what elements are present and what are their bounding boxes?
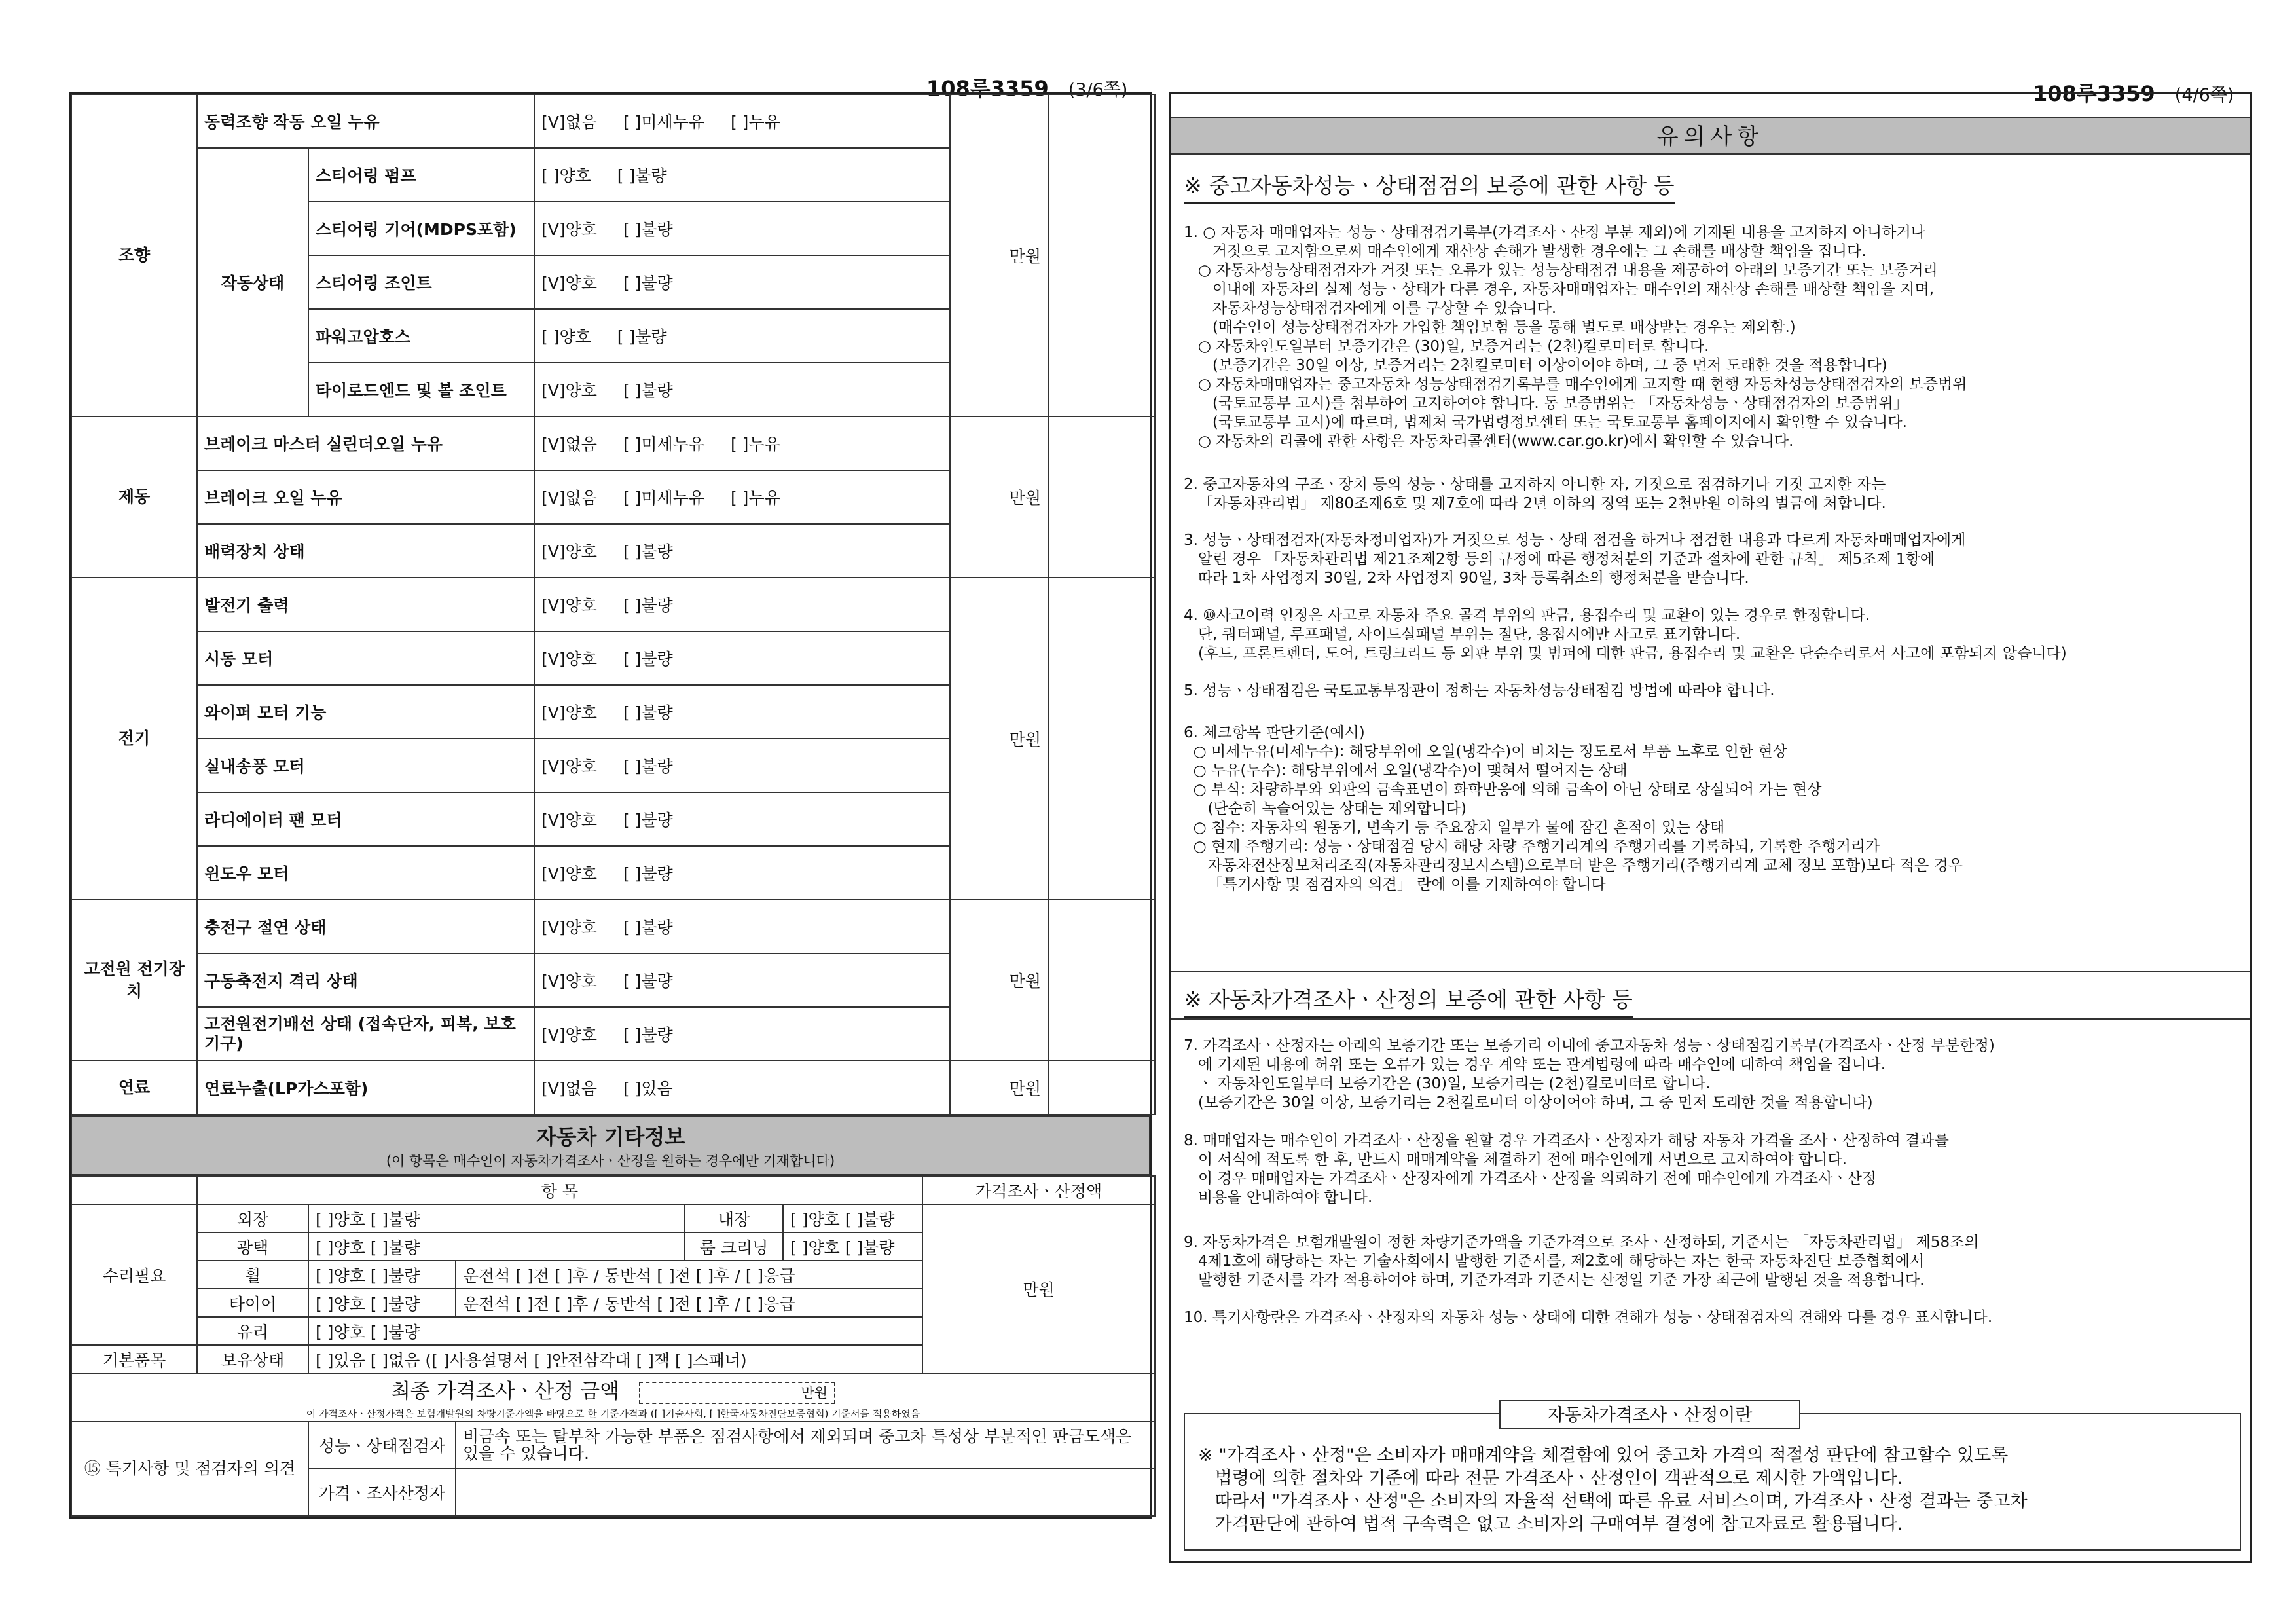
col-price-header: 가격조사ㆍ산정액	[922, 1176, 1155, 1204]
final-price-cell	[71, 1373, 1155, 1422]
row-options: [V]양호 [ ]불량	[534, 900, 950, 953]
row-options: [V]양호 [ ]불량	[534, 1007, 950, 1061]
opinion-label: ⑮ 특기사항 및 점검자의 의견	[71, 1422, 308, 1516]
repair-label: 수리필요	[71, 1204, 197, 1345]
won-cell: 만원	[950, 416, 1048, 578]
blank-cell	[1048, 94, 1155, 416]
row-options: [V]없음 [ ]미세누유 [ ]누유	[534, 416, 950, 470]
exterior-label: 외장	[197, 1204, 308, 1232]
row-options: [V]양호 [ ]불량	[534, 846, 950, 900]
row-item: 파워고압호스	[308, 309, 534, 363]
room-clean-value: [ ]양호 [ ]불량	[783, 1232, 922, 1261]
blank-cell	[1048, 578, 1155, 900]
section-title-price-warranty: ※ 자동차가격조사ㆍ산정의 보증에 관한 사항 등	[1184, 983, 1633, 1018]
price-won: 만원	[922, 1204, 1155, 1373]
row-item: 와이퍼 모터 기능	[197, 685, 534, 739]
glass-value: [ ]양호 [ ]불량	[308, 1317, 922, 1345]
notice-paragraph-8: 8. 매매업자는 매수인이 가격조사ㆍ산정을 원할 경우 가격조사ㆍ산정자가 해당 자동차 가격을 조사ㆍ산정하여 결과를 이 서식에 적도록 한 후, 반드시 매매계약을 체결하기 전에 매수인에게 서면으로 고지하여야 합니다. 이 경우 매매업자는 가격조사ㆍ산정자에게 가격조사ㆍ산정을 의뢰하기 전에 매수인에게 가격조사ㆍ산정 비용을 안내하여야 합니다.	[1184, 1132, 1949, 1206]
row-item: 고전원전기배선 상태 (접속단자, 피복, 보호기구)	[197, 1007, 534, 1061]
won-cell: 만원	[950, 578, 1048, 900]
row-item: 스티어링 기어(MDPS포함)	[308, 202, 534, 255]
table-row	[71, 578, 1155, 631]
row-options: [V]없음 [ ]미세누유 [ ]누유	[534, 470, 950, 524]
notice-paragraph-7: 7. 가격조사ㆍ산정자는 아래의 보증기간 또는 보증거리 이내에 중고자동차 성능ㆍ상태점검기록부(가격조사ㆍ산정 부분한정) 에 기재된 내용에 허위 또는 오류가 있는 경우 계약 또는 관계법령에 따라 매수인에 대하여 책임을 집니다. ㆍ 자동차인도일부터 보증기간은 (30)일, 보증거리는 (2천)킬로미터로 합니다. (보증기간은 30일 이상, 보증거리는 2천킬로미터 이상이어야 하며, 그 중 먼저 도래한 것을 적용합니다)	[1184, 1037, 1995, 1111]
notice-paragraph-5: 5. 성능ㆍ상태점검은 국토교통부장관이 정하는 자동차성능상태점검 방법에 따라야 합니다.	[1184, 682, 1775, 699]
notice-paragraph-6: 6. 체크항목 판단기준(예시) ○ 미세누유(미세누수): 해당부위에 오일(냉각수)이 비치는 정도로서 부품 노후로 인한 현상 ○ 누유(누수): 해당부위에서 오일(냉각수)이 맺혀서 떨어지는 상태 ○ 부식: 차량하부와 외판의 금속표면이 화학반응에 의해 금속이 아닌 상태로 상실되어 가는 현상 (단순히 녹슬어있는 상태는 제외합니다) ○ 침수: 자동차의 원동기, 변속기 등 주요장치 일부가 물에 잠긴 흔적이 있는 상태 ○ 현재 주행거리: 성능ㆍ상태점검 당시 해당 차량 주행거리계의 주행거리를 기록하되, 기록한 주행거리가 자동차전산정보처리조직(자동차관리정보시스템)으로부터 받은 주행거리(주행거리계 교체 정보 포함)보다 적은 경우 「특기사항 및 점검자의 의견」 란에 이를 기재하여야 합니다	[1184, 724, 1963, 893]
price-appraisal-box	[1184, 1405, 2241, 1551]
notice-title: 유의사항	[1171, 117, 2250, 155]
won-cell: 만원	[950, 1061, 1048, 1115]
blank-cell	[1048, 1061, 1155, 1115]
final-price-unit: 만원	[801, 1384, 828, 1401]
row-options: [V]없음 [ ]있음	[534, 1061, 950, 1115]
row-item: 라디에이터 팬 모터	[197, 792, 534, 846]
row-options: [V]양호 [ ]불량	[534, 685, 950, 739]
row-options: [ ]양호 [ ]불량	[534, 309, 950, 363]
category-electric: 전기	[71, 578, 197, 900]
table-row	[71, 1061, 1155, 1115]
row-item: 스티어링 펌프	[308, 148, 534, 202]
glass-label: 유리	[197, 1317, 308, 1345]
notice-paragraph-9: 9. 자동차가격은 보험개발원이 정한 차량기준가액을 기준가격으로 조사ㆍ산정하되, 기준서는 「자동차관리법」 제58조의 4제1호에 해당하는 자는 기술사회에서 발행한 기준서를, 제2호에 해당하는 자는 한국 자동차진단 보증협회에서 발행한 기준서를 각각 적용하여야 하며, 기준가격과 기준서는 산정일 기준 가장 최근에 발행된 것을 적용합니다.	[1184, 1234, 1979, 1289]
row-item: 시동 모터	[197, 631, 534, 685]
inspector-opinion: 비금속 또는 탈부착 가능한 부품은 점검사항에서 제외되며 중고차 특성상 부분적인 판금도색은 있을 수 있습니다.	[456, 1422, 1155, 1469]
category-brake: 제동	[71, 416, 197, 578]
row-options: [V]양호 [ ]불량	[534, 578, 950, 631]
row-options: [V]양호 [ ]불량	[534, 631, 950, 685]
row-options: [V]양호 [ ]불량	[534, 202, 950, 255]
row-options: [V]없음 [ ]미세누유 [ ]누유	[534, 94, 950, 148]
right-page-number: (4/6쪽)	[2174, 85, 2234, 105]
blank-cell	[71, 1176, 197, 1204]
right-plate-number: 108루3359	[2033, 81, 2155, 106]
price-appraisal-box-text: ※ "가격조사ㆍ산정"은 소비자가 매매계약을 체결함에 있어 중고차 가격의 적절성 판단에 참고할수 있도록 법령에 의한 절차와 기준에 따라 전문 가격조사ㆍ산정인이 객관적으로 제시한 가액입니다. 따라서 "가격조사ㆍ산정"은 소비자의 자율적 선택에 따른 유료 서비스이며, 가격조사ㆍ산정 결과는 중고차 가격판단에 관하여 법적 구속력은 없고 소비자의 구매여부 결정에 참고자료로 활용됩니다.	[1198, 1445, 2028, 1534]
final-price-boxes	[639, 1382, 835, 1404]
etc-table	[71, 1175, 1156, 1517]
row-item: 충전구 절연 상태	[197, 900, 534, 953]
notice-paragraph-10: 10. 특기사항란은 가격조사ㆍ산정자의 자동차 성능ㆍ상태에 대한 견해가 성능ㆍ상태점검자의 견해와 다를 경우 표시합니다.	[1184, 1309, 1993, 1326]
category-high-voltage: 고전원 전기장치	[71, 900, 197, 1061]
gloss-value: [ ]양호 [ ]불량	[308, 1232, 685, 1261]
notice-paragraph-2: 2. 중고자동차의 구조ㆍ장치 등의 성능ㆍ상태를 고지하지 아니한 자, 거짓으로 점검하거나 거짓 고지한 자는 「자동차관리법」 제80조제6호 및 제7호에 따라 2년 이하의 징역 또는 2천만원 이하의 벌금에 처합니다.	[1184, 476, 1886, 512]
wheel-value: [ ]양호 [ ]불량	[308, 1261, 456, 1289]
row-item: 발전기 출력	[197, 578, 534, 631]
sub-category: 작동상태	[197, 148, 308, 416]
left-plate-number: 108루3359	[926, 76, 1049, 101]
appraiser-opinion	[456, 1469, 1155, 1516]
wheel-label: 휠	[197, 1261, 308, 1289]
row-item: 연료누출(LP가스포함)	[197, 1061, 534, 1115]
row-item: 브레이크 오일 누유	[197, 470, 534, 524]
row-options: [V]양호 [ ]불량	[534, 792, 950, 846]
col-item-header: 항 목	[197, 1176, 922, 1204]
notice-paragraph-3: 3. 성능ㆍ상태점검자(자동차정비업자)가 거짓으로 성능ㆍ상태 점검을 하거나 점검한 내용과 다르게 자동차매매업자에게 알린 경우 「자동차관리법 제21조제2항 등의 규정에 따른 행정처분의 기준과 절차에 관한 규칙」 제5조제 1항에 따라 1차 사업정지 30일, 2차 사업정지 90일, 3차 등록취소의 행정처분을 받습니다.	[1184, 532, 1966, 587]
interior-value: [ ]양호 [ ]불량	[783, 1204, 922, 1232]
won-cell: 만원	[950, 900, 1048, 1061]
final-price-note: 이 가격조사ㆍ산정가격은 보험개발원의 차량기준가액을 바탕으로 한 기준가격과 ([ ]기술사회, [ ]한국자동차진단보증협회) 기준서를 적용하였음	[306, 1408, 920, 1420]
exterior-value: [ ]양호 [ ]불량	[308, 1204, 685, 1232]
inspection-table	[71, 94, 1156, 1115]
row-item: 스티어링 조인트	[308, 255, 534, 309]
row-options: [V]양호 [ ]불량	[534, 739, 950, 792]
etc-title: 자동차 기타정보	[536, 1124, 685, 1149]
category-steering: 조향	[71, 94, 197, 416]
won-cell: 만원	[950, 94, 1048, 416]
blank-cell	[1048, 416, 1155, 578]
row-options: [V]양호 [ ]불량	[534, 524, 950, 578]
notice-paragraph-1: 1. ○ 자동차 매매업자는 성능ㆍ상태점검기록부(가격조사ㆍ산정 부분 제외)에 기재된 내용을 고지하지 아니하거나 거짓으로 고지함으로써 매수인에게 재산상 손해가 발생한 경우에는 그 손해를 배상할 책임을 집니다. ○ 자동차성능상태점검자가 거짓 또는 오류가 있는 성능상태점검 내용을 제공하여 아래의 보증기간 또는 보증거리 이내에 자동차의 실제 성능ㆍ상태가 다른 경우, 자동차매매업자는 매수인의 재산상 손해를 배상할 책임을 지며, 자동차성능상태점검자에게 이를 구상할 수 있습니다. (매수인이 성능상태점검자가 가입한 책임보험 등을 통해 별도로 배상받는 경우는 제외함.) ○ 자동차인도일부터 보증기간은 (30)일, 보증거리는 (2천)킬로미터로 합니다. (보증기간은 30일 이상, 보증거리는 2천킬로미터 이상이어야 하며, 그 중 먼저 도래한 것을 적용합니다) ○ 자동차매매업자는 중고자동차 성능상태점검기록부를 매수인에게 고지할 때 현행 자동차성능상태점검자의 보증범위 (국토교통부 고시)를 첨부하여 고지하여야 합니다. 동 보증범위는 「자동차성능ㆍ상태점검자의 보증범위」 (국토교통부 고시)에 따르며, 법제처 국가법령정보센터 또는 국토교통부 홈페이지에서 확인할 수 있습니다. ○ 자동차의 리콜에 관한 사항은 자동차리콜센터(www.car.go.kr)에서 확인할 수 있습니다.	[1184, 224, 1967, 450]
interior-label: 내장	[685, 1204, 783, 1232]
row-options: [ ]양호 [ ]불량	[534, 148, 950, 202]
row-item: 구동축전지 격리 상태	[197, 953, 534, 1007]
table-row	[71, 1422, 1155, 1469]
etc-section-header	[71, 1115, 1150, 1175]
row-item: 배력장치 상태	[197, 524, 534, 578]
row-options: [V]양호 [ ]불량	[534, 953, 950, 1007]
wheel-detail: 운전석 [ ]전 [ ]후 / 동반석 [ ]전 [ ]후 / [ ]응급	[456, 1261, 922, 1289]
etc-subtitle: (이 항목은 매수인이 자동차가격조사ㆍ산정을 원하는 경우에만 기재합니다)	[386, 1153, 835, 1169]
table-row	[71, 900, 1155, 953]
row-item: 브레이크 마스터 실린더오일 누유	[197, 416, 534, 470]
possession-label: 보유상태	[197, 1345, 308, 1373]
table-row	[71, 1373, 1155, 1422]
tire-value: [ ]양호 [ ]불량	[308, 1289, 456, 1317]
notice-panel	[1169, 92, 2252, 1563]
row-item: 윈도우 모터	[197, 846, 534, 900]
table-row	[71, 416, 1155, 470]
basic-items-label: 기본품목	[71, 1345, 197, 1373]
possession-value: [ ]있음 [ ]없음 ([ ]사용설명서 [ ]안전삼각대 [ ]잭 [ ]스패너)	[308, 1345, 922, 1373]
tire-detail: 운전석 [ ]전 [ ]후 / 동반석 [ ]전 [ ]후 / [ ]응급	[456, 1289, 922, 1317]
blank-cell	[1048, 900, 1155, 1061]
tire-label: 타이어	[197, 1289, 308, 1317]
row-item: 동력조향 작동 오일 누유	[197, 94, 534, 148]
section-title-inspection-warranty: ※ 중고자동차성능ㆍ상태점검의 보증에 관한 사항 등	[1184, 169, 1675, 204]
table-row	[71, 94, 1155, 148]
gloss-label: 광택	[197, 1232, 308, 1261]
row-options: [V]양호 [ ]불량	[534, 255, 950, 309]
section-divider	[1171, 971, 2250, 972]
room-clean-label: 룸 크리닝	[685, 1232, 783, 1261]
price-appraisal-box-title: 자동차가격조사ㆍ산정이란	[1499, 1400, 1800, 1429]
section-divider	[1171, 1018, 2250, 1020]
table-row	[71, 1204, 1155, 1232]
notice-paragraph-4: 4. ⑩사고이력 인정은 사고로 자동차 주요 골격 부위의 판금, 용접수리 및 교환이 있는 경우로 한정합니다. 단, 쿼터패널, 루프패널, 사이드실패널 부위는 절단, 용접시에만 사고로 표기합니다. (후드, 프론트펜더, 도어, 트렁크리드 등 외판 부위 및 범퍼에 대한 판금, 용접수리 및 교환은 단순수리로서 사고에 포함되지 않습니다)	[1184, 607, 2067, 662]
row-options: [V]양호 [ ]불량	[534, 363, 950, 416]
final-price-label: 최종 가격조사ㆍ산정 금액	[390, 1380, 620, 1403]
inspection-form	[69, 92, 1152, 1519]
row-item: 실내송풍 모터	[197, 739, 534, 792]
appraiser-label: 가격ㆍ조사산정자	[308, 1469, 456, 1516]
category-fuel: 연료	[71, 1061, 197, 1115]
row-item: 타이로드엔드 및 볼 조인트	[308, 363, 534, 416]
left-page-number: (3/6쪽)	[1068, 80, 1128, 100]
inspector-label: 성능ㆍ상태점검자	[308, 1422, 456, 1469]
